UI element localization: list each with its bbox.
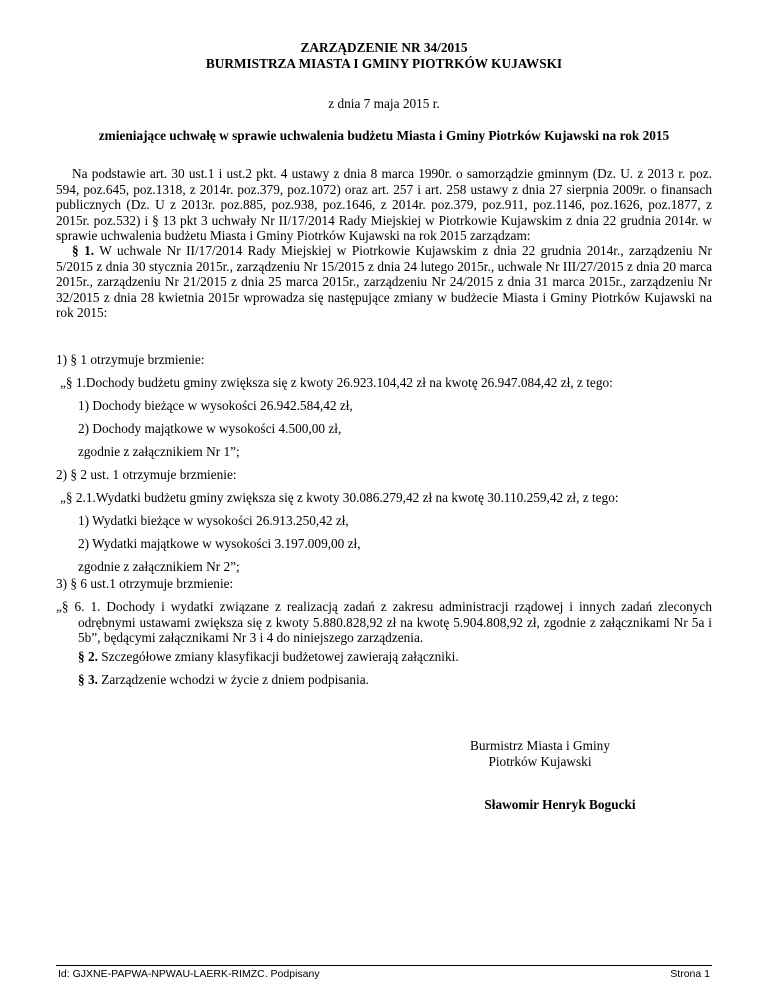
document-subject: zmieniające uchwałę w sprawie uchwalenia budżetu Miasta i Gminy Piotrków Kujawski na rok 2015: [98, 128, 670, 143]
item-3-quote: „§ 6. 1. Dochody i wydatki związane z realizacją zadań z zakresu administracji rządowej i innych zadań zleconych odrębnymi ustawami zwiększa się z kwoty 5.880.828,92 zł na kwotę 5.904.808,92 zł, zgodnie z załącznikami Nr 5a i 5b”, będącymi załącznikami Nr 3 i 4 do niniejszego zarządzenia.: [56, 599, 712, 645]
signature-title-line-1: Burmistrz Miasta i Gminy: [470, 738, 610, 753]
signature-title-line-2: Piotrków Kujawski: [488, 754, 592, 769]
page-number: Strona 1: [670, 968, 710, 980]
item-2: 2) § 2 ust. 1 otrzymuje brzmienie:: [56, 467, 237, 482]
item-1-sub-2: 2) Dochody majątkowe w wysokości 4.500,00 zł,: [78, 421, 342, 436]
section-3-label: § 3.: [78, 672, 98, 687]
item-2-sub-2: 2) Wydatki majątkowe w wysokości 3.197.009,00 zł,: [78, 536, 361, 551]
item-1-note: zgodnie z załącznikiem Nr 1”;: [78, 444, 240, 459]
document-id: Id: GJXNE-PAPWA-NPWAU-LAERK-RIMZC. Podpisany: [58, 968, 320, 980]
section-1-label: § 1.: [72, 243, 95, 258]
section-1-paragraph: [56, 243, 712, 321]
item-2-quote: „§ 2.1.Wydatki budżetu gminy zwiększa się z kwoty 30.086.279,42 zł na kwotę 30.110.259,42 zł, z tego:: [60, 490, 619, 505]
signatory-name: Sławomir Henryk Bogucki: [484, 797, 636, 812]
item-2-sub-1: 1) Wydatki bieżące w wysokości 26.913.250,42 zł,: [78, 513, 349, 528]
document-title: ZARZĄDZENIE NR 34/2015: [300, 40, 468, 55]
footer-divider: [56, 965, 712, 966]
section-2-paragraph: [78, 649, 459, 665]
item-1: 1) § 1 otrzymuje brzmienie:: [56, 352, 205, 367]
document-date: z dnia 7 maja 2015 r.: [328, 96, 440, 111]
section-1-text: W uchwale Nr II/17/2014 Rady Miejskiej w Piotrkowie Kujawskim z dnia 22 grudnia 2014r., zarządzeniu Nr 5/2015 z dnia 30 stycznia 2015r., zarządzeniu Nr 15/2015 z dnia 24 lutego 2015r., uchwale Nr III/27/2015 z dnia 20 marca 2015r., zarządzeniu Nr 21/2015 z dnia 25 marca 2015r., zarządzeniu Nr 24/2015 z dnia 31 marca 2015r., zarządzeniu Nr 32/2015 z dnia 28 kwietnia 2015r wprowadza się następujące zmiany w budżecie Miasta i Gminy Piotrków Kujawski na rok 2015:: [56, 243, 712, 320]
section-3-text: Zarządzenie wchodzi w życie z dniem podpisania.: [97, 672, 369, 687]
item-1-sub-1: 1) Dochody bieżące w wysokości 26.942.584,42 zł,: [78, 398, 353, 413]
item-3: 3) § 6 ust.1 otrzymuje brzmienie:: [56, 576, 234, 591]
section-2-text: Szczegółowe zmiany klasyfikacji budżetowej zawierają załączniki.: [97, 649, 459, 664]
item-1-quote: „§ 1.Dochody budżetu gminy zwiększa się z kwoty 26.923.104,42 zł na kwotę 26.947.084,42 zł, z tego:: [60, 375, 613, 390]
preamble-paragraph: Na podstawie art. 30 ust.1 i ust.2 pkt. 4 ustawy z dnia 8 marca 1990r. o samorządzie gminnym (Dz. U. z 2013 r. poz. 594, poz.645, poz.1318, z 2014r. poz.379, poz.1072) oraz art. 257 i art. 258 ustawy z dnia 27 sierpnia 2009r. o finansach publicznych (Dz. U z 2013r. poz.885, poz.938, poz.1646, z 2014r. poz.379, poz.911, poz.1146, poz.1626, poz.1877, z 2015r. poz.532) i § 13 pkt 3 uchwały Nr II/17/2014 Rady Miejskiej w Piotrkowie Kujawskim z dnia 22 grudnia 2014r. w sprawie uchwalenia budżetu Miasta i Gminy Piotrków Kujawski na rok 2015 zarządzam:: [56, 166, 712, 243]
item-2-note: zgodnie z załącznikiem Nr 2”;: [78, 559, 240, 574]
document-issuer: BURMISTRZA MIASTA I GMINY PIOTRKÓW KUJAWSKI: [205, 56, 563, 71]
section-2-label: § 2.: [78, 649, 98, 664]
section-3-paragraph: [78, 672, 369, 688]
